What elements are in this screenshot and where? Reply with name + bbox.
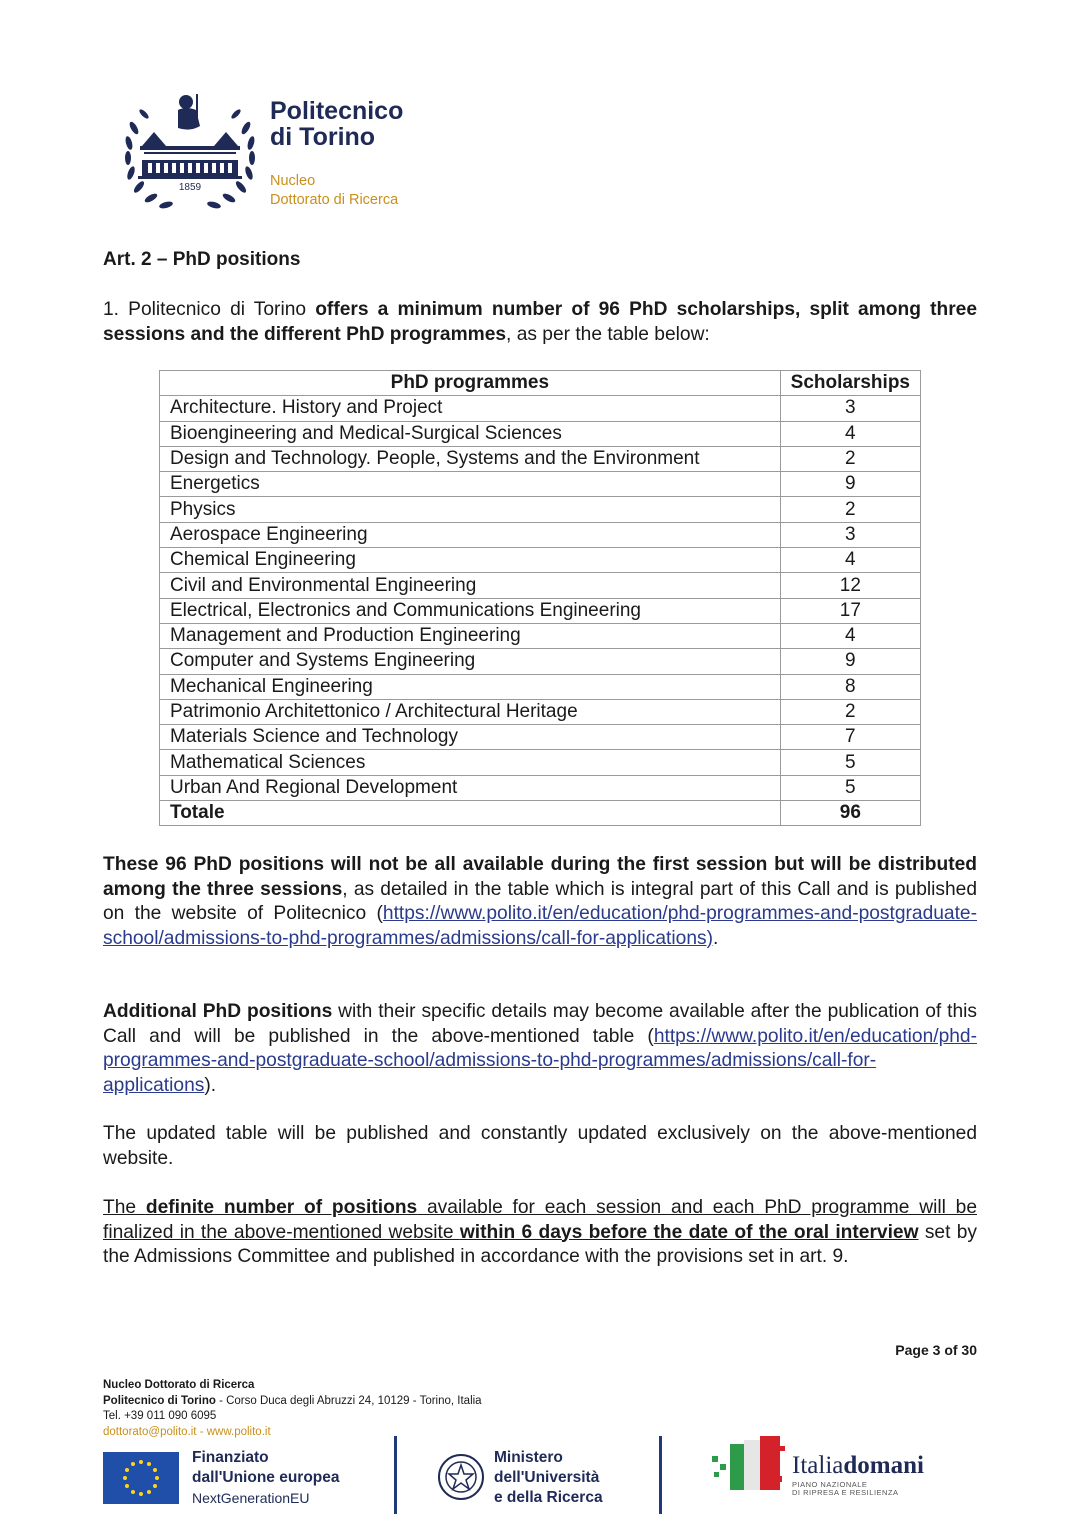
programme-cell: Mechanical Engineering (160, 674, 781, 699)
programme-cell: Materials Science and Technology (160, 725, 781, 750)
table-row (160, 598, 921, 623)
table-row (160, 573, 921, 598)
scholarships-cell: 4 (780, 421, 920, 446)
table-row (160, 649, 921, 674)
programme-cell: Electrical, Electronics and Communications Engineering (160, 598, 781, 623)
scholarships-cell: 17 (780, 598, 920, 623)
programme-cell: Computer and Systems Engineering (160, 649, 781, 674)
italia-domani-subtitle: PIANO NAZIONALE DI RIPRESA E RESILIENZA (792, 1480, 899, 1497)
table-row (160, 421, 921, 446)
italian-republic-emblem-icon (436, 1452, 486, 1502)
scholarships-cell: 3 (780, 522, 920, 547)
page-number: Page 3 of 30 (895, 1342, 977, 1358)
paragraph-intro: 1. Politecnico di Torino offers a minimum number of 96 PhD scholarships, split among three sessions and the different PhD programmes, as per the table below: (103, 299, 977, 345)
programme-cell: Chemical Engineering (160, 548, 781, 573)
programme-cell: Energetics (160, 472, 781, 497)
table-row (160, 750, 921, 775)
table-row (160, 623, 921, 648)
call-for-applications-link[interactable]: https://www.polito.it/en/education/phd-programmes-and-postgraduate-school/admissions-to-phd-programmes/admissions/call-for-applications) (103, 903, 977, 949)
paragraph-updated-table: The updated table will be published and constantly updated exclusively on the above-mentioned website. (103, 1123, 977, 1169)
department-name: Nucleo Dottorato di Ricerca (270, 173, 399, 208)
paragraph-additional: Additional PhD positions with their specific details may become available after the publication of this Call and will be published in the above-mentioned table (https://www.polito.it/en/education/phd-programmes-and-postgraduate-school/admissions-to-phd-programmes/admissions/call-for-applications). (103, 1001, 977, 1096)
scholarships-cell: 4 (780, 623, 920, 648)
column-header-programmes: PhD programmes (160, 371, 781, 396)
column-header-scholarships: Scholarships (780, 371, 920, 396)
scholarships-table (159, 370, 921, 826)
programme-cell: Civil and Environmental Engineering (160, 573, 781, 598)
footer-divider-2 (659, 1436, 662, 1514)
table-row (160, 446, 921, 471)
eu-flag-icon (103, 1452, 179, 1504)
scholarships-cell: 2 (780, 446, 920, 471)
programme-cell: Design and Technology. People, Systems and the Environment (160, 446, 781, 471)
total-value: 96 (780, 801, 920, 826)
seal-year: 1859 (178, 182, 202, 193)
table-row (160, 775, 921, 800)
scholarships-cell: 9 (780, 649, 920, 674)
programme-cell: Patrimonio Architettonico / Architectural Heritage (160, 699, 781, 724)
table-row (160, 699, 921, 724)
call-for-applications-link-2[interactable]: https://www.polito.it/en/education/phd-programmes-and-postgraduate-school/admissions-to-phd-programmes/admissions/call-for-applications (103, 1025, 977, 1096)
table-row (160, 725, 921, 750)
italia-domani-flag-icon (712, 1436, 786, 1500)
programme-cell: Aerospace Engineering (160, 522, 781, 547)
table-row (160, 548, 921, 573)
scholarships-cell: 12 (780, 573, 920, 598)
scholarships-cell: 4 (780, 548, 920, 573)
footer-email-website[interactable]: dottorato@polito.it - www.polito.it (103, 1425, 271, 1438)
programme-cell: Management and Production Engineering (160, 623, 781, 648)
table-total-row (160, 801, 921, 826)
table-row (160, 674, 921, 699)
table-row (160, 396, 921, 421)
table-row (160, 497, 921, 522)
scholarships-cell: 8 (780, 674, 920, 699)
programme-cell: Bioengineering and Medical-Surgical Sciences (160, 421, 781, 446)
total-label: Totale (160, 801, 781, 826)
programme-cell: Urban And Regional Development (160, 775, 781, 800)
scholarships-cell: 2 (780, 699, 920, 724)
politecnico-seal-logo (120, 88, 260, 216)
table-header-row (160, 371, 921, 396)
footer-divider (394, 1436, 397, 1514)
programme-cell: Physics (160, 497, 781, 522)
paragraph-distribution: These 96 PhD positions will not be all available during the first session but will be distributed among the three sessions, as detailed in the table which is integral part of this Call and is published on the website of Politecnico (https://www.polito.it/en/education/phd-programmes-and-postgraduate-school/admissions-to-phd-programmes/admissions/call-for-applications). (103, 854, 977, 949)
university-name: Politecnico di Torino (270, 97, 404, 151)
article-title: Art. 2 – PhD positions (103, 249, 301, 270)
programme-cell: Architecture. History and Project (160, 396, 781, 421)
ministry-text: Ministero dell'Università e della Ricerca (494, 1449, 603, 1506)
scholarships-cell: 2 (780, 497, 920, 522)
eu-funding-text: Finanziato dall'Unione europea NextGenerationEU (192, 1449, 340, 1506)
italia-domani-wordmark: Italiadomani (792, 1452, 924, 1479)
scholarships-cell: 9 (780, 472, 920, 497)
table-row (160, 522, 921, 547)
scholarships-cell: 7 (780, 725, 920, 750)
table-row (160, 472, 921, 497)
paragraph-definite-number: The definite number of positions available for each session and each PhD programme will be finalized in the above-mentioned website within 6 days before the date of the oral interview set by the Admissions Committee and published in accordance with the provisions set in art. 9. (103, 1197, 977, 1267)
scholarships-cell: 5 (780, 775, 920, 800)
scholarships-cell: 5 (780, 750, 920, 775)
programme-cell: Mathematical Sciences (160, 750, 781, 775)
scholarships-cell: 3 (780, 396, 920, 421)
footer-contact: Nucleo Dottorato di Ricerca Politecnico di Torino - Corso Duca degli Abruzzi 24, 10129 - Torino, Italia Tel. +39 011 090 6095 dottorato@polito.it - www.polito.it (103, 1378, 482, 1440)
